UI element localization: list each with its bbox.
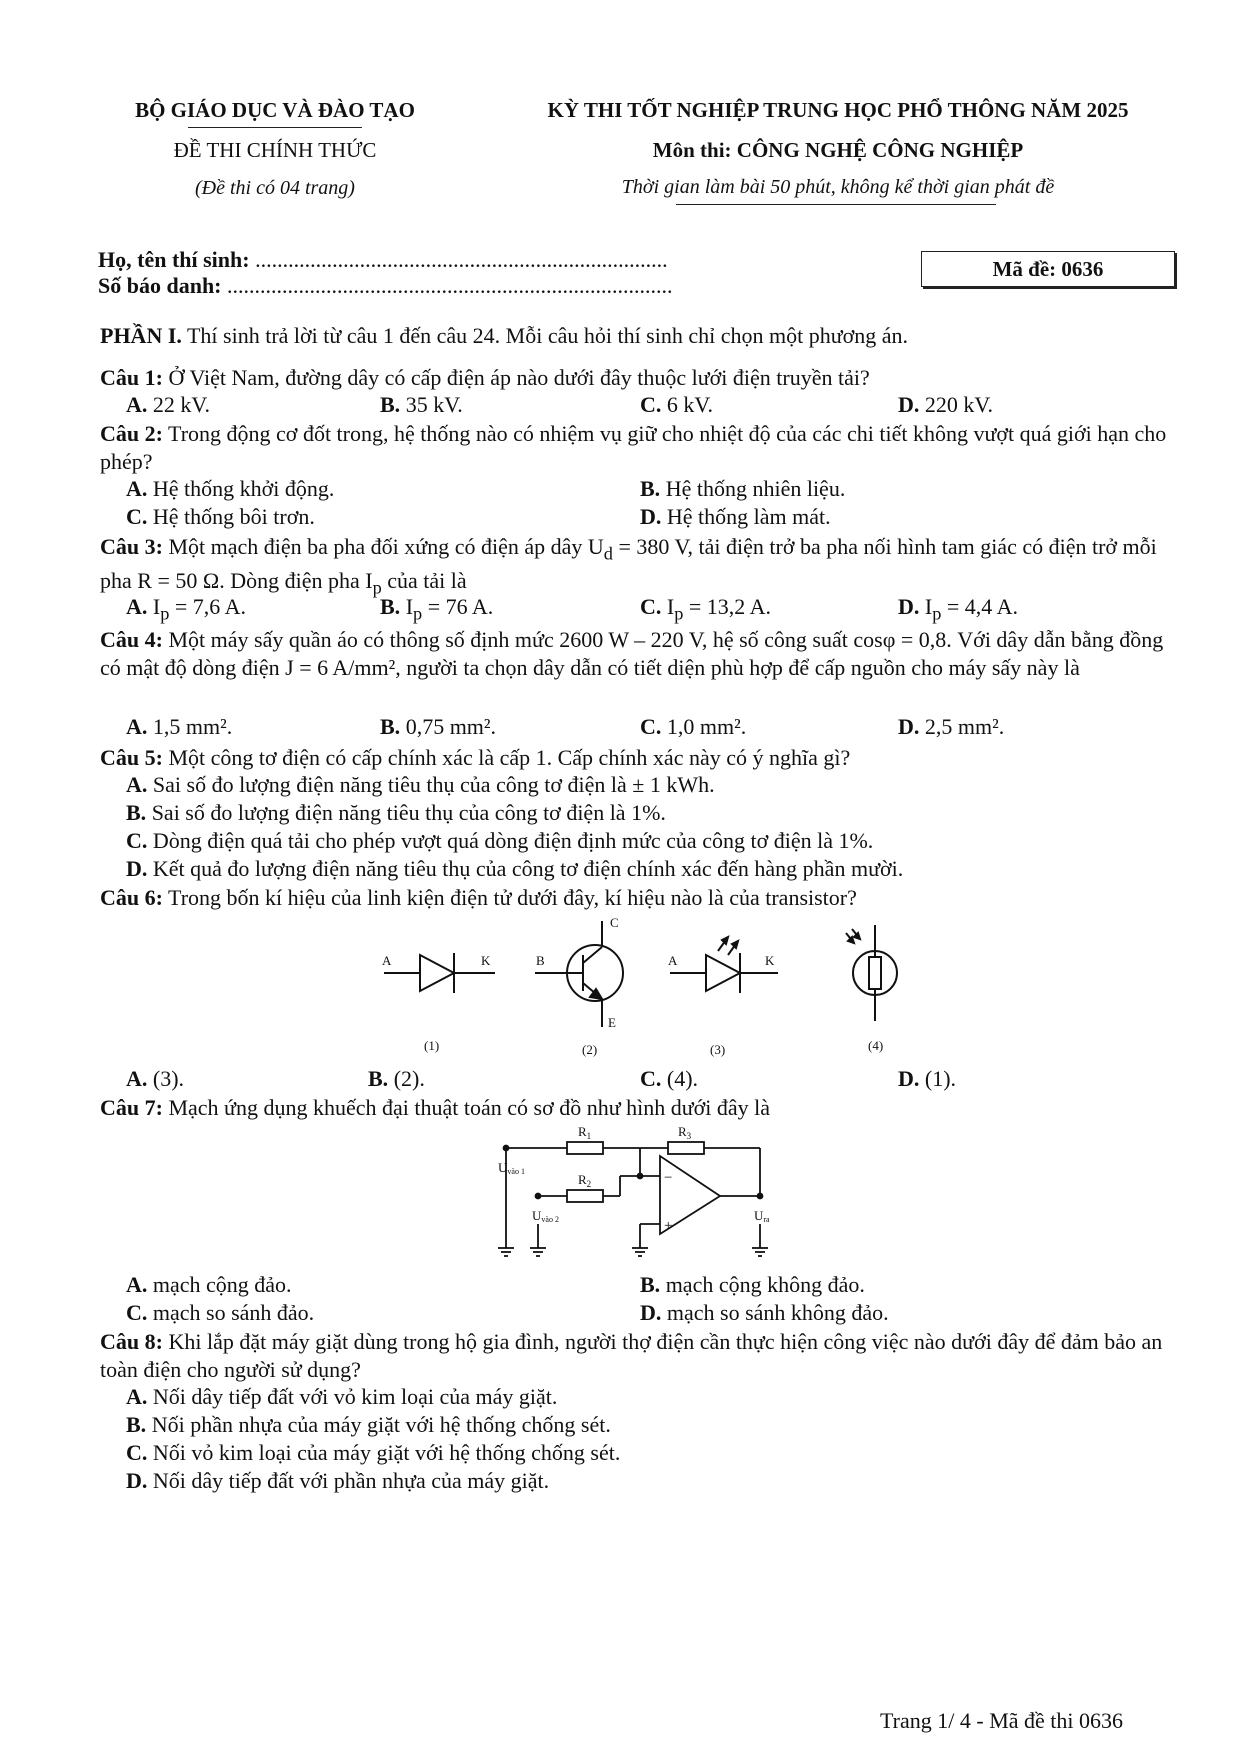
question-text: Trong bốn kí hiệu của linh kiện điện tử dưới đây, kí hiệu nào là của transistor? <box>162 885 857 910</box>
q6-option-c[interactable] <box>640 1066 698 1092</box>
option-text: Hệ thống khởi động. <box>152 476 335 501</box>
question-1 <box>100 364 1180 392</box>
option-text: 1,5 mm². <box>152 714 233 739</box>
subscript: d <box>603 543 613 564</box>
question-7 <box>100 1094 1180 1122</box>
q7-option-b[interactable] <box>640 1272 865 1298</box>
subscript: p <box>932 603 942 624</box>
q7-option-d[interactable] <box>640 1300 889 1326</box>
exam-title: KỲ THI TỐT NGHIỆP TRUNG HỌC PHỔ THÔNG NĂM 2025 <box>547 98 1129 122</box>
option-letter: D. <box>640 1300 662 1325</box>
led-pin-a: A <box>668 953 678 968</box>
option-text: (2). <box>393 1066 425 1091</box>
time-note: Thời gian làm bài 50 phút, không kể thời gian phát đề <box>621 176 1055 198</box>
r3-label: $R_3$ <box>678 1124 692 1141</box>
option-letter: A. <box>126 476 148 501</box>
q3-option-c[interactable] <box>640 594 771 624</box>
q1-option-c[interactable] <box>640 392 713 418</box>
candidate-name-field[interactable]: ........................................................................... <box>255 247 668 272</box>
q6-option-d[interactable] <box>898 1066 956 1092</box>
question-number: Câu 2: <box>100 421 163 446</box>
option-letter: C. <box>126 1300 148 1325</box>
opamp-circuit-figure <box>490 1120 790 1270</box>
option-text: Hệ thống bôi trơn. <box>152 504 315 529</box>
q4-option-a[interactable] <box>126 714 232 740</box>
q4-option-c[interactable] <box>640 714 746 740</box>
question-number: Câu 1: <box>100 365 163 390</box>
q8-option-a[interactable] <box>126 1384 557 1410</box>
candidate-id-label: Số báo danh: <box>98 273 222 298</box>
caption-4: (4) <box>868 1038 884 1053</box>
option-letter: A. <box>126 392 148 417</box>
q4-option-d[interactable] <box>898 714 1004 740</box>
question-text: Khi lắp đặt máy giặt dùng trong hộ gia đình, người thợ điện cần thực hiện công việc nào dưới đây để đảm bảo an toàn điện cho người sử dụng? <box>100 1329 1163 1382</box>
question-number: Câu 6: <box>100 885 163 910</box>
q1-option-d[interactable] <box>898 392 993 418</box>
caption-2: (2) <box>582 1042 598 1057</box>
option-text: = 76 A. <box>422 594 494 619</box>
question-5 <box>100 744 1180 772</box>
u-in1-label: Uvào 1 <box>498 1160 525 1176</box>
subscript: p <box>674 603 684 624</box>
option-symbol: I <box>666 594 675 619</box>
q5-option-c[interactable] <box>126 828 873 854</box>
exam-code-box: Mã đề: 0636 <box>921 251 1175 287</box>
option-letter: A. <box>126 714 148 739</box>
q8-option-b[interactable] <box>126 1412 611 1438</box>
q2-option-c[interactable] <box>126 504 315 530</box>
option-text: mạch cộng đảo. <box>152 1272 292 1297</box>
q7-option-a[interactable] <box>126 1272 292 1298</box>
option-letter: D. <box>640 504 662 529</box>
option-text: 1,0 mm². <box>666 714 747 739</box>
question-number: Câu 8: <box>100 1329 163 1354</box>
option-symbol: I <box>405 594 414 619</box>
subject-line <box>498 138 1178 163</box>
option-letter: B. <box>126 1412 147 1437</box>
subject-name: CÔNG NGHỆ CÔNG NGHIỆP <box>736 138 1024 162</box>
option-text: 0,75 mm². <box>405 714 497 739</box>
option-text: = 7,6 A. <box>169 594 246 619</box>
option-letter: B. <box>640 476 661 501</box>
question-text: của tải là <box>381 568 467 594</box>
led-pin-k: K <box>765 953 775 968</box>
option-letter: B. <box>126 800 147 825</box>
option-letter: B. <box>380 594 401 619</box>
subscript: p <box>372 577 382 598</box>
option-text: (3). <box>152 1066 185 1091</box>
option-letter: A. <box>126 1384 148 1409</box>
option-text: (4). <box>666 1066 699 1091</box>
option-letter: C. <box>126 828 148 853</box>
opamp-plus: + <box>664 1218 673 1234</box>
time-underline <box>676 204 996 205</box>
q6-option-b[interactable] <box>368 1066 425 1092</box>
question-4 <box>100 626 1180 682</box>
subscript: p <box>413 603 423 624</box>
q2-option-b[interactable] <box>640 476 845 502</box>
question-text: Mạch ứng dụng khuếch đại thuật toán có sơ đồ như hình dưới đây là <box>162 1095 771 1120</box>
q1-option-b[interactable] <box>380 392 463 418</box>
option-symbol: I <box>924 594 933 619</box>
option-letter: D. <box>126 856 148 881</box>
question-number: Câu 4: <box>100 627 163 652</box>
part-label: PHẦN I. <box>100 323 182 348</box>
option-symbol: I <box>152 594 161 619</box>
led-symbol <box>670 937 778 993</box>
option-text: Hệ thống làm mát. <box>666 504 831 529</box>
option-text: Kết quả đo lượng điện năng tiêu thụ của công tơ điện chính xác đến hàng phần mười. <box>152 856 904 881</box>
option-letter: D. <box>898 714 920 739</box>
option-text: 6 kV. <box>666 392 713 417</box>
option-letter: B. <box>368 1066 389 1091</box>
question-8 <box>100 1328 1180 1384</box>
question-text: Trong động cơ đốt trong, hệ thống nào có nhiệm vụ giữ cho nhiệt độ của các chi tiết không vượt quá giới hạn cho phép? <box>100 421 1167 474</box>
question-6 <box>100 884 1180 912</box>
photoresistor-symbol <box>846 925 897 1021</box>
option-letter: D. <box>126 1468 148 1493</box>
transistor-symbol <box>535 921 623 1027</box>
question-3 <box>100 533 1180 602</box>
q1-option-a[interactable] <box>126 392 210 418</box>
r2-label: $R_2$ <box>578 1172 592 1189</box>
part-text: Thí sinh trả lời từ câu 1 đến câu 24. Mỗi câu hỏi thí sinh chỉ chọn một phương án. <box>181 323 909 348</box>
option-text: mạch cộng không đảo. <box>665 1272 865 1297</box>
option-text: 22 kV. <box>152 392 210 417</box>
option-text: Nối dây tiếp đất với vỏ kim loại của máy giặt. <box>152 1384 558 1409</box>
question-text: Một công tơ điện có cấp chính xác là cấp 1. Cấp chính xác này có ý nghĩa gì? <box>162 745 851 770</box>
option-text: Nối phần nhựa của máy giặt với hệ thống chống sét. <box>151 1412 611 1437</box>
caption-3: (3) <box>710 1042 726 1057</box>
option-text: 35 kV. <box>405 392 463 417</box>
q2-option-d[interactable] <box>640 504 831 530</box>
ministry-underline <box>188 127 362 128</box>
candidate-id-row <box>98 272 673 300</box>
question-number: Câu 5: <box>100 745 163 770</box>
ministry-name: BỘ GIÁO DỤC VÀ ĐÀO TẠO <box>135 98 415 122</box>
subscript: p <box>160 603 170 624</box>
q5-option-a[interactable] <box>126 772 715 798</box>
option-letter: D. <box>898 1066 920 1091</box>
question-2 <box>100 420 1180 476</box>
diode-symbol <box>384 953 495 993</box>
option-letter: C. <box>640 714 662 739</box>
subject-label: Môn thi: <box>652 138 737 162</box>
diode-pin-k: K <box>481 953 491 968</box>
question-number: Câu 3: <box>100 534 163 559</box>
q3-option-b[interactable] <box>380 594 493 624</box>
option-letter: B. <box>380 392 401 417</box>
option-text: = 13,2 A. <box>683 594 771 619</box>
diode-pin-a: A <box>382 953 392 968</box>
option-text: Nối dây tiếp đất với phần nhựa của máy giặt. <box>152 1468 550 1493</box>
option-letter: D. <box>898 392 920 417</box>
opamp-minus: − <box>664 1170 673 1186</box>
option-text: Sai số đo lượng điện năng tiêu thụ của công tơ điện là ± 1 kWh. <box>152 772 715 797</box>
r1-label: $R_1$ <box>578 1124 592 1141</box>
question-number: Câu 7: <box>100 1095 163 1120</box>
q3-option-d[interactable] <box>898 594 1018 624</box>
u-out-label: Ura <box>754 1208 770 1224</box>
option-letter: A. <box>126 772 148 797</box>
option-text: mạch so sánh không đảo. <box>666 1300 889 1325</box>
component-symbols-figure <box>370 915 930 1065</box>
transistor-pin-b: B <box>536 953 545 968</box>
option-letter: A. <box>126 594 148 619</box>
candidate-id-field[interactable]: ................................................................................. <box>227 273 673 298</box>
option-letter: C. <box>126 504 148 529</box>
part-instruction <box>100 322 908 350</box>
candidate-name-row <box>98 246 668 274</box>
option-text: (1). <box>924 1066 957 1091</box>
u-in2-label: Uvào 2 <box>532 1208 559 1224</box>
q8-option-c[interactable] <box>126 1440 620 1466</box>
pages-note: (Đề thi có 04 trang) <box>195 177 355 199</box>
option-letter: A. <box>126 1066 148 1091</box>
q8-option-d[interactable] <box>126 1468 549 1494</box>
option-text: Dòng điện quá tải cho phép vượt quá dòng điện định mức của công tơ điện là 1%. <box>152 828 874 853</box>
option-letter: B. <box>380 714 401 739</box>
option-letter: C. <box>640 1066 662 1091</box>
question-text: Ở Việt Nam, đường dây có cấp điện áp nào dưới đây thuộc lưới điện truyền tải? <box>162 365 870 390</box>
official-label: ĐỀ THI CHÍNH THỨC <box>173 138 377 162</box>
option-letter: A. <box>126 1272 148 1297</box>
option-letter: C. <box>126 1440 148 1465</box>
option-letter: B. <box>640 1272 661 1297</box>
option-text: = 4,4 A. <box>941 594 1018 619</box>
option-text: Hệ thống nhiên liệu. <box>665 476 846 501</box>
q7-option-c[interactable] <box>126 1300 314 1326</box>
option-letter: C. <box>640 392 662 417</box>
q3-option-a[interactable] <box>126 594 246 624</box>
question-text: Một máy sấy quần áo có thông số định mức 2600 W – 220 V, hệ số công suất cosφ = 0,8. Với dây dẫn bằng đồng có mật độ dòng điện J = 6 A/mm², người ta chọn dây dẫn có tiết diện phù hợp để cấp nguồn cho máy sấy này là <box>100 627 1164 680</box>
option-text: mạch so sánh đảo. <box>152 1300 315 1325</box>
q5-option-b[interactable] <box>126 800 666 826</box>
candidate-name-label: Họ, tên thí sinh: <box>98 247 250 272</box>
q6-option-a[interactable] <box>126 1066 184 1092</box>
option-text: Nối vỏ kim loại của máy giặt với hệ thống chống sét. <box>152 1440 621 1465</box>
option-letter: C. <box>640 594 662 619</box>
caption-1: (1) <box>424 1038 440 1053</box>
option-text: Sai số đo lượng điện năng tiêu thụ của công tơ điện là 1%. <box>151 800 666 825</box>
option-text: 220 kV. <box>924 392 993 417</box>
question-text: Một mạch điện ba pha đối xứng có điện áp dây U <box>162 534 604 559</box>
transistor-pin-c: C <box>610 915 619 930</box>
option-text: 2,5 mm². <box>924 714 1005 739</box>
q2-option-a[interactable] <box>126 476 334 502</box>
page-footer: Trang 1/ 4 - Mã đề thi 0636 <box>880 1708 1124 1733</box>
q5-option-d[interactable] <box>126 856 903 882</box>
q4-option-b[interactable] <box>380 714 496 740</box>
option-letter: D. <box>898 594 920 619</box>
transistor-pin-e: E <box>608 1015 616 1030</box>
question-text: = 380 V, tải điện trở ba pha nối hình tam giác có điện trở mỗi pha R = 50 Ω. Dòng điện pha I <box>100 534 1157 594</box>
